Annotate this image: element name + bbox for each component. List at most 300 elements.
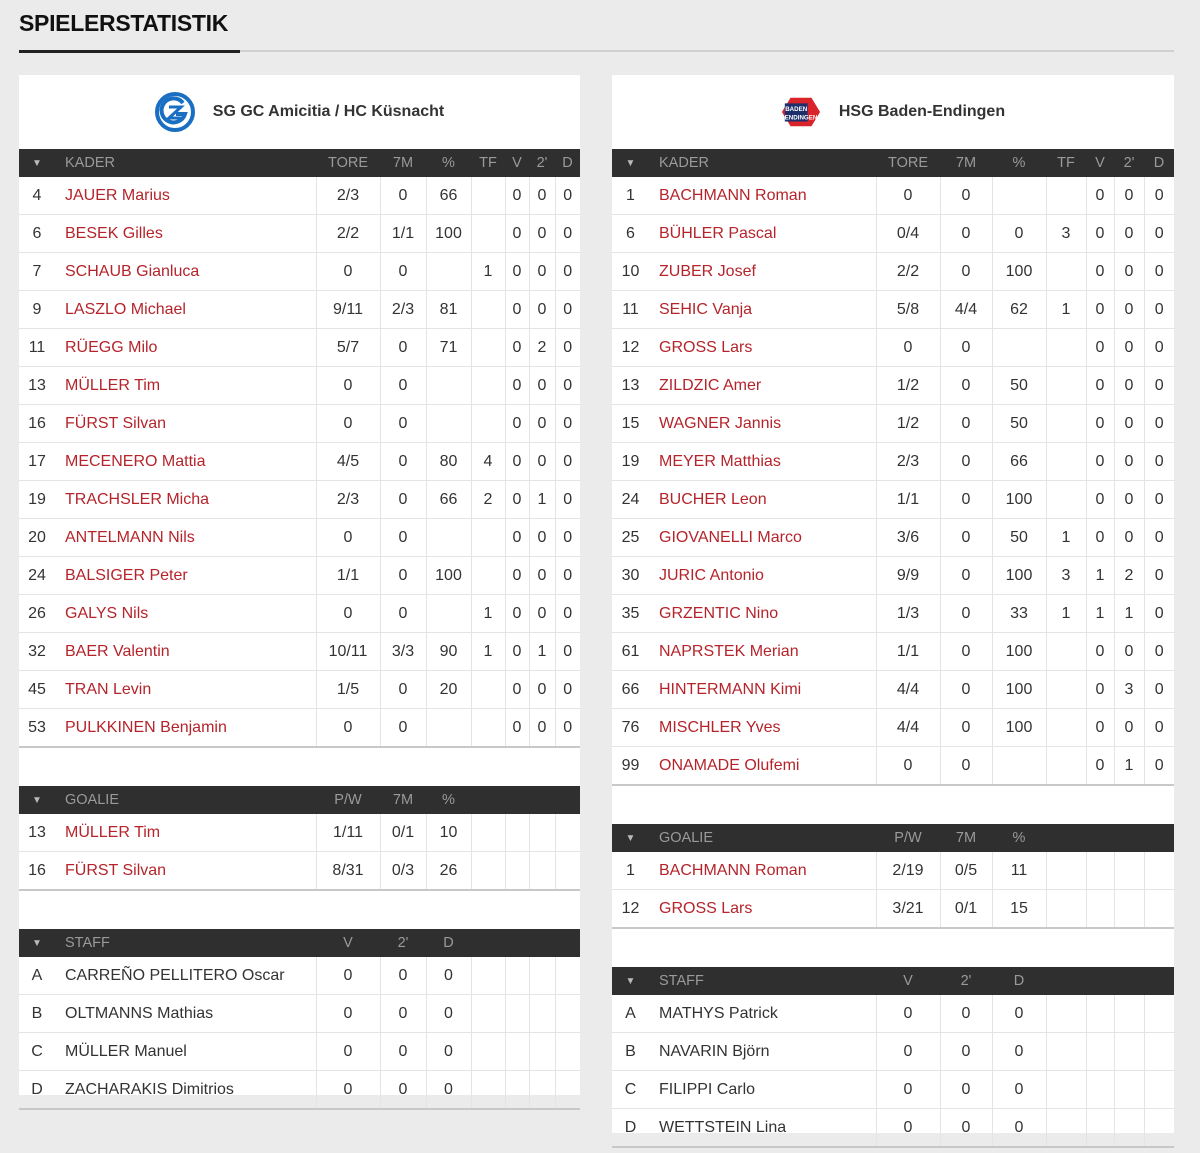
stat-cell: 0 [876, 995, 940, 1033]
stat-cell: 0 [505, 481, 529, 519]
jersey-number: C [612, 1071, 649, 1109]
stat-cell: 0 [316, 405, 380, 443]
stat-cell: 0 [529, 671, 555, 709]
empty-cell [1144, 1109, 1174, 1148]
gc-amicitia-logo-icon [155, 92, 195, 132]
empty-cell [471, 1033, 505, 1071]
logo-text: ENDINGEN [784, 114, 818, 122]
player-name-link[interactable]: RÜEGG Milo [55, 329, 316, 367]
player-name-link[interactable]: BACHMANN Roman [649, 852, 876, 890]
stat-cell: 1 [471, 595, 505, 633]
stat-cell: 0 [529, 177, 555, 215]
jersey-number: 15 [612, 405, 649, 443]
stat-cell: 9/9 [876, 557, 940, 595]
stat-cell: 0 [940, 633, 992, 671]
stat-cell: 15 [992, 890, 1046, 929]
stat-cell: 0 [1114, 633, 1144, 671]
player-name-link[interactable]: GIOVANELLI Marco [649, 519, 876, 557]
empty-cell [1114, 890, 1144, 929]
stat-cell: 0 [1086, 291, 1114, 329]
stat-cell: 0 [529, 367, 555, 405]
stat-cell: 0 [380, 557, 426, 595]
stat-cell: 0 [316, 519, 380, 557]
empty-cell [555, 957, 580, 995]
table-row [612, 747, 1174, 786]
jersey-number: B [612, 1033, 649, 1071]
empty-cell [471, 957, 505, 995]
player-name-link[interactable]: JAUER Marius [55, 177, 316, 215]
stat-cell: 0 [555, 367, 580, 405]
player-name-link[interactable]: SEHIC Vanja [649, 291, 876, 329]
stat-cell [426, 709, 471, 748]
stat-cell: 0 [380, 177, 426, 215]
stat-cell: 0 [555, 329, 580, 367]
col-header: D [1144, 149, 1174, 177]
empty-cell [555, 852, 580, 891]
empty-cell [1046, 1109, 1086, 1148]
stat-cell: 0 [380, 671, 426, 709]
jersey-number: 7 [19, 253, 55, 291]
table-row [19, 814, 580, 852]
empty-cell [529, 852, 555, 891]
stat-cell: 0 [380, 709, 426, 748]
stat-cell [1046, 329, 1086, 367]
stat-cell: 0 [940, 519, 992, 557]
stat-cell: 0 [380, 595, 426, 633]
table-row [19, 1071, 580, 1110]
stat-cell: 50 [992, 367, 1046, 405]
jersey-number: 66 [612, 671, 649, 709]
stat-cell: 0 [529, 595, 555, 633]
stat-cell: 3 [1046, 557, 1086, 595]
stat-cell: 0 [1144, 481, 1174, 519]
stat-cell: 0 [1144, 177, 1174, 215]
stat-cell: 0 [316, 957, 380, 995]
table-row [612, 329, 1174, 367]
stat-cell: 0 [505, 367, 529, 405]
stat-cell: 4/5 [316, 443, 380, 481]
col-header: 2' [529, 149, 555, 177]
player-name-link[interactable]: GROSS Lars [649, 329, 876, 367]
player-name-link[interactable]: HINTERMANN Kimi [649, 671, 876, 709]
collapse-arrow-icon[interactable]: ▼ [612, 149, 649, 177]
stat-cell: 0 [940, 443, 992, 481]
stat-cell: 3/21 [876, 890, 940, 929]
col-header: 7M [380, 149, 426, 177]
table-row [612, 890, 1174, 929]
empty-cell [1114, 1109, 1144, 1148]
stat-cell: 5/8 [876, 291, 940, 329]
team-header [19, 75, 580, 149]
stat-cell: 2/3 [380, 291, 426, 329]
stat-cell: 1/2 [876, 367, 940, 405]
stat-cell: 0 [316, 367, 380, 405]
stat-cell [992, 747, 1046, 786]
stat-cell: 0 [992, 1033, 1046, 1071]
table-row [612, 557, 1174, 595]
stat-cell: 0 [555, 519, 580, 557]
player-name-link[interactable]: ANTELMANN Nils [55, 519, 316, 557]
stat-cell: 0 [380, 957, 426, 995]
empty-cell [1046, 890, 1086, 929]
stat-cell: 0 [992, 1071, 1046, 1109]
stat-cell: 0 [380, 995, 426, 1033]
empty-cell [1086, 995, 1114, 1033]
stat-cell: 0 [505, 253, 529, 291]
jersey-number: 16 [19, 405, 55, 443]
jersey-number: 19 [612, 443, 649, 481]
table-row [612, 1109, 1174, 1148]
jersey-number: 13 [19, 367, 55, 405]
player-name-link[interactable]: FÜRST Silvan [55, 852, 316, 891]
stat-cell: 0 [529, 253, 555, 291]
stat-cell: 0 [505, 177, 529, 215]
empty-cell [1144, 1071, 1174, 1109]
player-name-link[interactable]: ZUBER Josef [649, 253, 876, 291]
empty-cell [1046, 1071, 1086, 1109]
col-header: D [555, 149, 580, 177]
stat-cell: 3/3 [380, 633, 426, 671]
jersey-number: D [612, 1109, 649, 1148]
table-row [19, 519, 580, 557]
jersey-number: 6 [19, 215, 55, 253]
table-row [19, 595, 580, 633]
player-name-link[interactable]: TRAN Levin [55, 671, 316, 709]
stat-cell: 0 [380, 519, 426, 557]
staff-name: FILIPPI Carlo [649, 1071, 876, 1109]
stat-cell: 2 [529, 329, 555, 367]
stat-cell: 0 [1144, 215, 1174, 253]
stat-cell: 1 [1046, 519, 1086, 557]
stat-cell: 5/7 [316, 329, 380, 367]
empty-cell [1144, 1033, 1174, 1071]
stat-cell: 0 [529, 443, 555, 481]
stat-cell [471, 671, 505, 709]
col-header: P/W [876, 824, 940, 852]
stat-cell: 2 [1114, 557, 1144, 595]
baden-endingen-logo-icon [781, 92, 821, 132]
stat-cell: 1/1 [380, 215, 426, 253]
table-row [19, 443, 580, 481]
stat-cell: 11 [992, 852, 1046, 890]
stat-cell: 0 [1114, 291, 1144, 329]
stat-cell: 0 [940, 481, 992, 519]
stat-cell: 0 [555, 291, 580, 329]
table-row [19, 177, 580, 215]
stat-cell: 0 [1144, 709, 1174, 747]
player-name-link[interactable]: GRZENTIC Nino [649, 595, 876, 633]
jersey-number: C [19, 1033, 55, 1071]
player-name-link[interactable]: BUCHER Leon [649, 481, 876, 519]
jersey-number: 24 [19, 557, 55, 595]
table-row [612, 633, 1174, 671]
stat-cell: 0 [380, 329, 426, 367]
table-row [19, 1033, 580, 1071]
jersey-number: 9 [19, 291, 55, 329]
player-name-link[interactable]: MÜLLER Tim [55, 367, 316, 405]
player-name-link[interactable]: BAER Valentin [55, 633, 316, 671]
player-name-link[interactable]: JURIC Antonio [649, 557, 876, 595]
stat-cell: 0 [505, 519, 529, 557]
player-name-link[interactable]: FÜRST Silvan [55, 405, 316, 443]
stat-cell: 0/4 [876, 215, 940, 253]
player-name-link[interactable]: ZILDZIC Amer [649, 367, 876, 405]
collapse-arrow-icon[interactable]: ▼ [612, 967, 649, 995]
stat-cell: 0 [1144, 557, 1174, 595]
table-row [19, 852, 580, 891]
stat-cell: 0 [529, 215, 555, 253]
team-name: HSG Baden-Endingen [838, 103, 1006, 120]
jersey-number: A [19, 957, 55, 995]
collapse-arrow-icon[interactable]: ▼ [612, 824, 649, 852]
stat-cell: 0 [555, 177, 580, 215]
empty-cell [555, 1071, 580, 1110]
staff-name: CARREÑO PELLITERO Oscar [55, 957, 316, 995]
stat-cell: 0 [1086, 671, 1114, 709]
col-header: 7M [940, 824, 992, 852]
col-header: V [876, 967, 940, 995]
table-row [612, 595, 1174, 633]
stat-cell: 71 [426, 329, 471, 367]
stat-cell: 2 [471, 481, 505, 519]
stat-cell [471, 215, 505, 253]
empty-cell [1114, 995, 1144, 1033]
stat-cell: 0 [1086, 329, 1114, 367]
stat-cell: 0 [426, 1071, 471, 1110]
stat-cell: 0 [1114, 177, 1144, 215]
table-row [612, 443, 1174, 481]
stat-cell: 2/3 [316, 481, 380, 519]
stat-cell: 0 [529, 405, 555, 443]
stat-cell: 0 [529, 291, 555, 329]
player-name-link[interactable]: TRACHSLER Micha [55, 481, 316, 519]
stat-cell: 100 [992, 709, 1046, 747]
stat-cell: 0 [1144, 595, 1174, 633]
stat-cell: 0 [380, 405, 426, 443]
stat-cell: 0 [1086, 177, 1114, 215]
staff-name: MATHYS Patrick [649, 995, 876, 1033]
empty-cell [1086, 890, 1114, 929]
player-name-link[interactable]: BACHMANN Roman [649, 177, 876, 215]
jersey-number: 16 [19, 852, 55, 891]
col-header: GOALIE [649, 824, 876, 852]
player-name-link[interactable]: BESEK Gilles [55, 215, 316, 253]
empty-cell [471, 852, 505, 891]
stat-cell: 4/4 [940, 291, 992, 329]
empty-cell [1086, 852, 1114, 890]
col-header: 7M [940, 149, 992, 177]
stat-cell [1046, 747, 1086, 786]
collapse-arrow-icon[interactable]: ▼ [19, 786, 55, 814]
empty-cell [1086, 1033, 1114, 1071]
col-header: 2' [380, 929, 426, 957]
jersey-number: 26 [19, 595, 55, 633]
stat-cell: 1 [1086, 595, 1114, 633]
stat-cell: 0 [940, 1071, 992, 1109]
player-name-link[interactable]: MÜLLER Tim [55, 814, 316, 852]
col-header: V [1086, 149, 1114, 177]
player-name-link[interactable]: BÜHLER Pascal [649, 215, 876, 253]
player-name-link[interactable]: MECENERO Mattia [55, 443, 316, 481]
jersey-number: 53 [19, 709, 55, 748]
stat-cell: 0 [1144, 329, 1174, 367]
stat-cell: 0 [316, 253, 380, 291]
empty-cell [1086, 1071, 1114, 1109]
table-row [612, 215, 1174, 253]
stat-cell [992, 329, 1046, 367]
col-header: % [426, 149, 471, 177]
stat-cell: 0 [940, 215, 992, 253]
stat-cell: 0 [505, 443, 529, 481]
home-team-panel [19, 75, 580, 1098]
col-header: V [316, 929, 380, 957]
stat-cell [426, 595, 471, 633]
col-header: TORE [316, 149, 380, 177]
stat-cell: 0 [1144, 291, 1174, 329]
stat-cell: 0 [380, 253, 426, 291]
away-team-panel [612, 75, 1174, 1136]
stat-cell [471, 519, 505, 557]
staff-name: ZACHARAKIS Dimitrios [55, 1071, 316, 1110]
table-row [612, 481, 1174, 519]
stat-cell: 0 [992, 1109, 1046, 1148]
stat-cell: 0 [1114, 443, 1144, 481]
stat-cell: 0/1 [380, 814, 426, 852]
col-header: KADER [649, 149, 876, 177]
stat-cell [471, 405, 505, 443]
stat-cell: 3 [1046, 215, 1086, 253]
col-header: V [505, 149, 529, 177]
table-row [19, 671, 580, 709]
stat-cell: 0 [505, 595, 529, 633]
stat-cell: 0 [1086, 633, 1114, 671]
stat-cell: 0 [1144, 633, 1174, 671]
stat-cell: 0 [1114, 329, 1144, 367]
jersey-number: 13 [612, 367, 649, 405]
col-header: TORE [876, 149, 940, 177]
col-header: % [426, 786, 471, 814]
stat-cell: 0 [555, 671, 580, 709]
stat-cell: 0 [1086, 709, 1114, 747]
stat-cell: 0 [1086, 747, 1114, 786]
jersey-number: 24 [612, 481, 649, 519]
stat-cell: 0 [940, 557, 992, 595]
stat-cell: 0 [940, 671, 992, 709]
stat-cell: 0 [1086, 253, 1114, 291]
jersey-number: 76 [612, 709, 649, 747]
player-name-link[interactable]: BALSIGER Peter [55, 557, 316, 595]
stat-cell: 20 [426, 671, 471, 709]
stat-cell: 0 [1114, 481, 1144, 519]
stat-cell: 66 [426, 481, 471, 519]
stat-cell: 0 [876, 1071, 940, 1109]
stat-cell [426, 405, 471, 443]
col-header: 2' [940, 967, 992, 995]
stat-cell: 0 [1114, 405, 1144, 443]
stat-cell: 0 [555, 481, 580, 519]
stat-cell: 0 [529, 709, 555, 748]
player-name-link[interactable]: GALYS Nils [55, 595, 316, 633]
empty-cell [471, 814, 505, 852]
stat-cell: 9/11 [316, 291, 380, 329]
empty-cell [1114, 852, 1144, 890]
jersey-number: 6 [612, 215, 649, 253]
stat-cell: 0 [940, 595, 992, 633]
stat-cell [471, 557, 505, 595]
stat-cell: 0 [1144, 519, 1174, 557]
col-header: TF [1046, 149, 1086, 177]
stat-cell: 0 [380, 367, 426, 405]
player-name-link[interactable]: SCHAUB Gianluca [55, 253, 316, 291]
table-row [19, 215, 580, 253]
collapse-arrow-icon[interactable]: ▼ [19, 929, 55, 957]
stat-cell: 3 [1114, 671, 1144, 709]
stat-cell: 2/3 [876, 443, 940, 481]
table-row [19, 633, 580, 671]
stat-cell: 0 [316, 995, 380, 1033]
player-name-link[interactable]: GROSS Lars [649, 890, 876, 929]
col-header: STAFF [649, 967, 876, 995]
stat-cell [1046, 405, 1086, 443]
player-name-link[interactable]: PULKKINEN Benjamin [55, 709, 316, 748]
stat-cell [1046, 481, 1086, 519]
stat-cell: 4/4 [876, 709, 940, 747]
player-name-link[interactable]: MEYER Matthias [649, 443, 876, 481]
col-header: KADER [55, 149, 316, 177]
table-row [612, 709, 1174, 747]
empty-cell [505, 1071, 529, 1110]
player-name-link[interactable]: MISCHLER Yves [649, 709, 876, 747]
player-name-link[interactable]: ONAMADE Olufemi [649, 747, 876, 786]
stat-cell: 100 [992, 671, 1046, 709]
stat-cell: 0 [940, 367, 992, 405]
stat-cell: 0 [505, 671, 529, 709]
stat-cell: 1/5 [316, 671, 380, 709]
stat-cell: 10 [426, 814, 471, 852]
jersey-number: 20 [19, 519, 55, 557]
stat-cell: 1 [1046, 595, 1086, 633]
player-name-link[interactable]: WAGNER Jannis [649, 405, 876, 443]
stat-cell: 8/31 [316, 852, 380, 891]
stat-cell: 1 [1114, 595, 1144, 633]
empty-cell [529, 1033, 555, 1071]
stat-cell: 100 [426, 215, 471, 253]
stat-cell: 0 [426, 995, 471, 1033]
stat-cell: 0 [1086, 367, 1114, 405]
collapse-arrow-icon[interactable]: ▼ [19, 149, 55, 177]
stat-cell: 0 [1144, 747, 1174, 786]
stat-cell: 0 [505, 215, 529, 253]
col-header: D [426, 929, 471, 957]
empty-cell [471, 1071, 505, 1110]
empty-cell [529, 995, 555, 1033]
stat-cell [471, 291, 505, 329]
goalie-table [612, 824, 1174, 929]
stat-cell: 1/3 [876, 595, 940, 633]
table-row [19, 329, 580, 367]
stat-cell: 0 [1086, 481, 1114, 519]
stat-cell: 0 [505, 709, 529, 748]
player-name-link[interactable]: LASZLO Michael [55, 291, 316, 329]
table-row [612, 995, 1174, 1033]
player-name-link[interactable]: NAPRSTEK Merian [649, 633, 876, 671]
stat-cell: 100 [992, 633, 1046, 671]
stat-cell: 2/2 [316, 215, 380, 253]
table-row [19, 367, 580, 405]
empty-cell [529, 814, 555, 852]
jersey-number: 12 [612, 890, 649, 929]
stat-cell: 0 [505, 291, 529, 329]
